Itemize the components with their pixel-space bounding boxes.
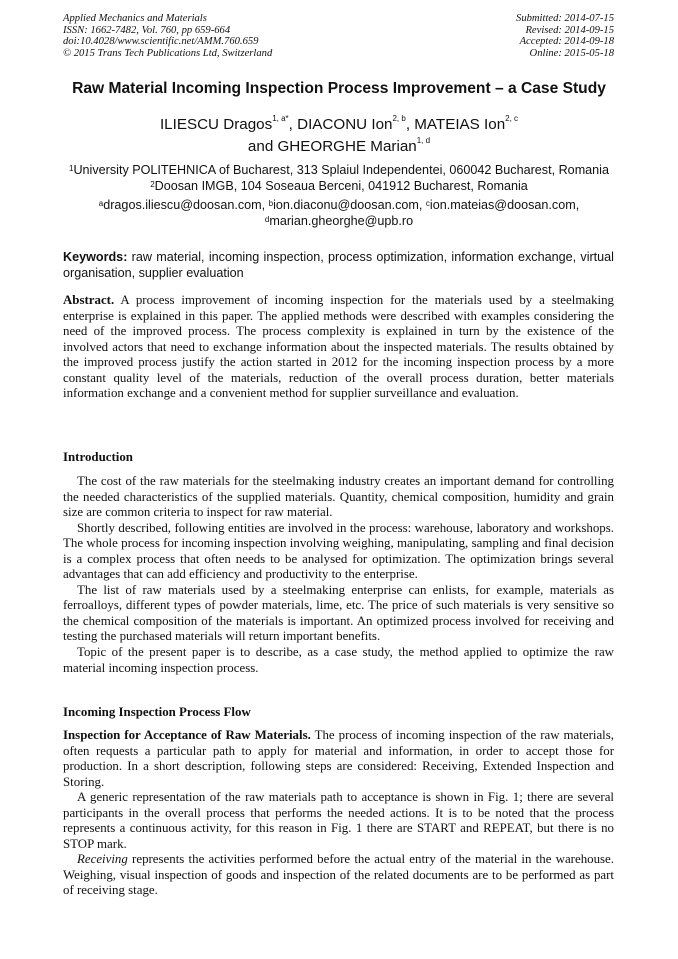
paper-title: Raw Material Incoming Inspection Process Improvement – a Case Study [72,80,606,97]
author: and GHEORGHE Marian [247,138,417,155]
paragraph: Topic of the present paper is to describe, as a case study, the method applied to optimize the raw material incoming inspection process. [63,645,614,675]
email: dragos.iliescu@doosan.com, [103,198,269,212]
dates-info [516,13,614,59]
abstract-text: A process improvement of incoming inspection for the materials used by a steelmaking enterprise is explained in this paper. The applied methods were described with examples considering the need of the improved process. The process complexity is explained in turn by the existence of the involved actors that need to exchange information about the inspected materials. The results obtained by the improved process justify the action started in 2012 for the incoming inspection process by a more constant quality level of the materials, reduction of the overall process duration, better materials information exchange and a convenient method for supplier surveillance and evaluation. [63,293,614,401]
journal-name: Applied Mechanics and Materials [63,13,207,24]
author-sup: 2, b [392,114,406,123]
affiliation: Doosan IMGB, 104 Soseaua Berceni, 041912 Bucharest, Romania [154,178,528,193]
author-sup: 1, d [416,136,431,145]
aff-sup: 1 [69,164,74,173]
author: ILIESCU Dragos [159,116,273,133]
submitted-date: Submitted: 2014-07-15 [516,13,614,24]
author: , MATEIAS Ion [405,116,506,133]
paragraph: The cost of the raw materials for the steelmaking industry creates an important demand for controlling the needed characteristics of the supplied materials. Quantity, chemical composition, humidity and grain size are common criteria to inspect for raw material. [63,474,614,520]
paragraph: A generic representation of the raw materials path to acceptance is shown in Fig. 1; there are several participants in the overall process that performs the needed actions. It is to be noted that the process represents a continuous activity, for this reason in Fig. 1 there are START and REPEAT, but there is no STOP mark. [63,790,614,851]
paragraph [63,852,614,899]
paragraph: The list of raw materials used by a steelmaking enterprise can enlists, for example, materials as ferroalloys, different types of powder materials, lime, etc. The price of such materials is very sensitive so the chemical composition of the materials is important. An optimized process involved for receiving and testing the purchased materials will return important benefits. [63,582,614,644]
accepted-date: Accepted: 2014-09-18 [519,36,614,48]
copyright: © 2015 Trans Tech Publications Ltd, Switzerland [63,47,273,59]
online-date: Online: 2015-05-18 [529,47,614,59]
keywords [63,249,614,281]
email-sup: c [425,199,430,208]
affiliations [40,163,638,194]
process-flow-body [63,728,614,899]
abstract [63,293,614,402]
email-sup: b [268,199,274,208]
email-sup: d [264,214,270,224]
paragraph-label: Inspection for Acceptance of Raw Materials. [63,728,311,742]
paragraph-text: represents the activities performed before the actual entry of the material in the warehouse. Weighing, visual inspection of goods and inspection of the related documents are to be performed as part of receiving stage. [63,852,614,898]
email: marian.gheorghe@upb.ro [269,213,414,228]
email: ion.diaconu@doosan.com, [273,198,426,212]
section-heading-introduction: Introduction [63,450,133,464]
abstract-label: Abstract. [63,293,115,307]
paragraph-label: Receiving [77,852,128,867]
email-sup: a [98,199,104,208]
author-sup: 2, c [505,114,519,123]
author-sup: 1, a* [272,114,289,123]
email: ion.mateias@doosan.com, [429,198,580,212]
aff-sup: 2 [150,179,155,189]
author: , DIACONU Ion [288,116,393,133]
paragraph: Shortly described, following entities are involved in the process: warehouse, laboratory and workshops. The whole process for incoming inspection involving weighing, manipulating, sampling and final decision is a complex process that often needs to be analysed for optimization. The optimization brings several advantages that can add efficiency and productivity to the enterprise. [63,520,614,582]
paragraph-text: The process of incoming inspection of the raw materials, often requests a particular path to apply for material and information, in order to accept those for production. In a short description, following steps are considered: Receiving, Extended Inspection and Storing. [63,728,615,789]
paragraph [63,728,614,790]
section-heading-process-flow: Incoming Inspection Process Flow [63,705,251,719]
authors-line-1 [40,116,638,133]
keywords-text: raw material, incoming inspection, process optimization, information exchange, virtual organisation, supplier evaluation [63,250,614,280]
affiliation: University POLITEHNICA of Bucharest, 313 Splaiul Independentei, 060042 Bucharest, Romania [73,163,609,177]
keywords-label: Keywords: [63,250,128,264]
doi: doi:10.4028/www.scientific.net/AMM.760.659 [63,36,259,48]
introduction-body [63,474,614,676]
emails [40,198,638,229]
issn: ISSN: 1662-7482, Vol. 760, pp 659-664 [63,24,231,36]
revised-date: Revised: 2014-09-15 [525,24,614,36]
journal-info [63,13,272,59]
authors-line-2 [40,138,638,155]
